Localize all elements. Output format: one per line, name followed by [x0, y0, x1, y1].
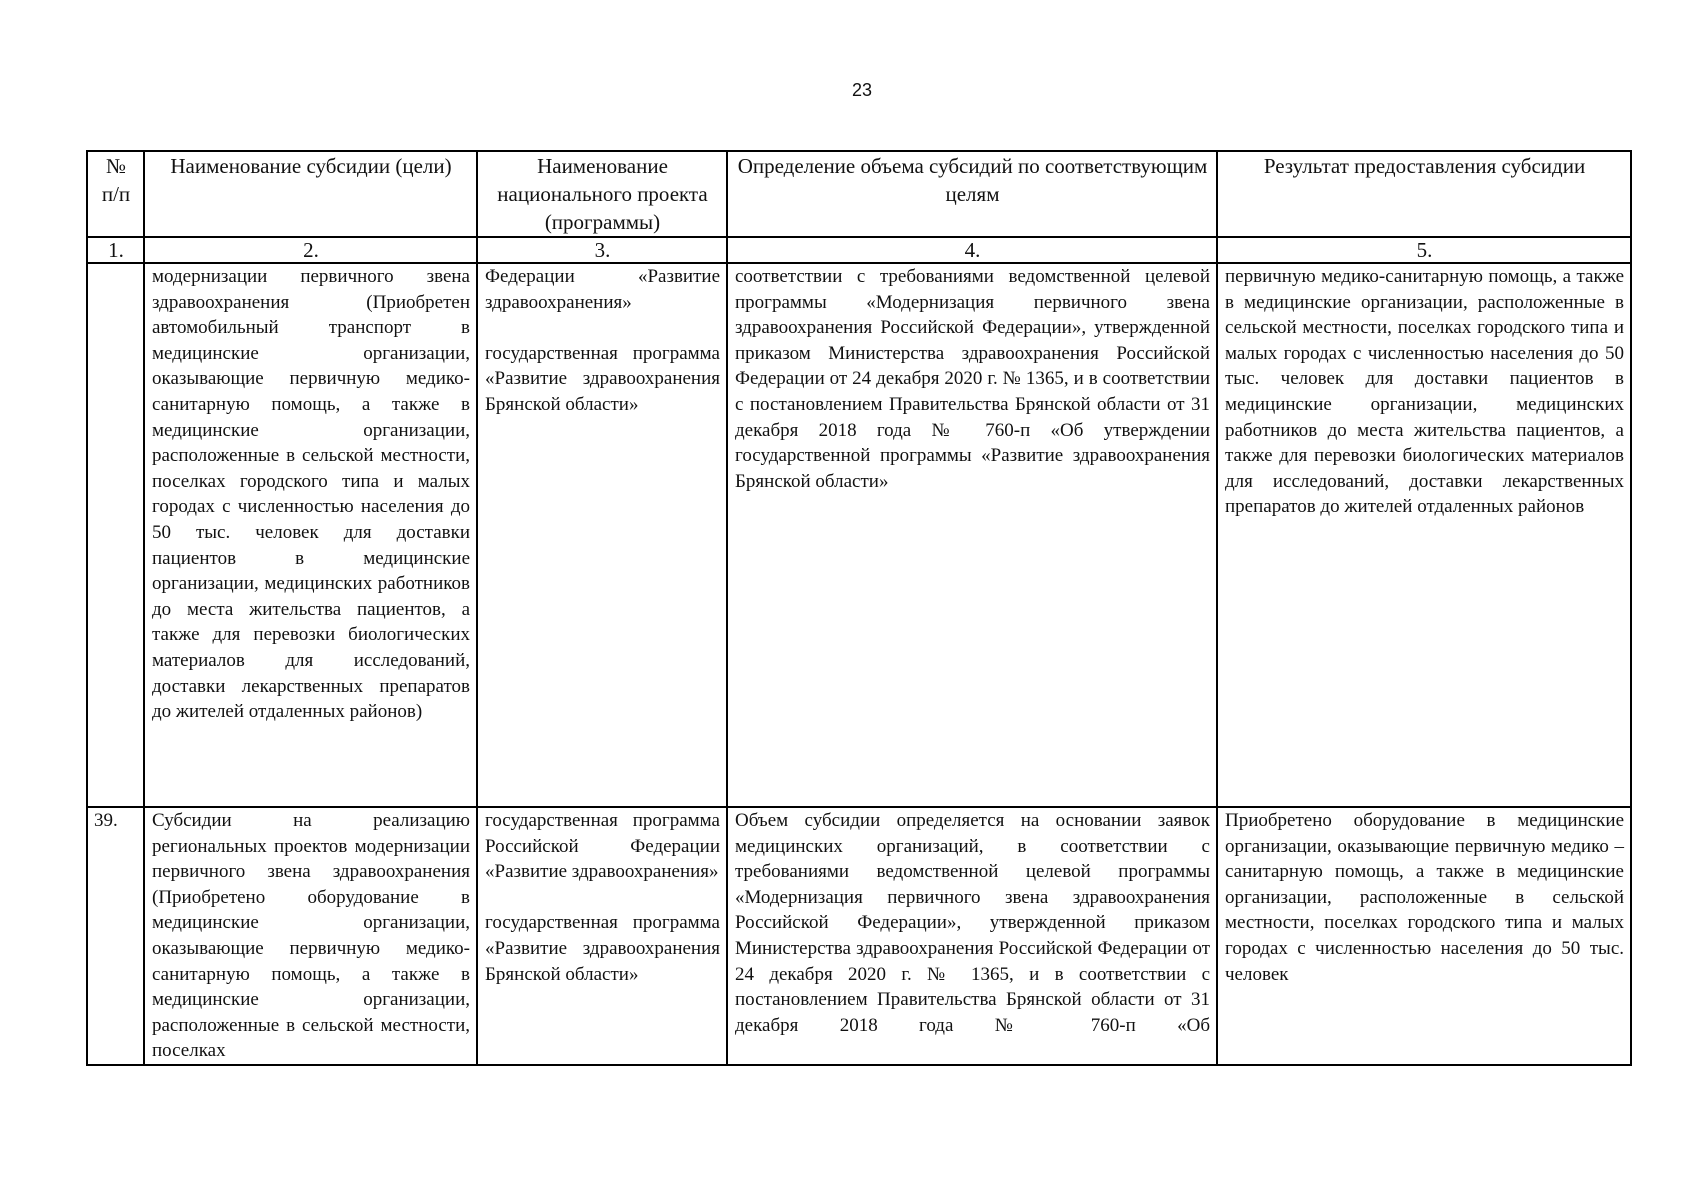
column-number: 4.	[727, 237, 1217, 263]
column-number-row	[87, 237, 1631, 263]
regional-program-text: государственная программа «Развитие здравоохранения Брянской области»	[485, 912, 720, 985]
volume-definition-cell: Объем субсидии определяется на основании заявок медицинских организаций, в соответствии с требованиями ведомственной целевой программы «Модернизация первичного звена здравоохранения Российской Федерации», утвержденной приказом Министерства здравоохранения Российской Федерации от 24 декабря 2020 г. № 1365, и в соответствии с постановлением Правительства Брянской области от 31 декабря 2018 года № 760-п «Об	[727, 807, 1217, 1065]
column-number: 3.	[477, 237, 727, 263]
row-number: 39.	[87, 807, 144, 1065]
national-project-text: Федерации «Развитие здравоохранения»	[485, 266, 720, 313]
header-subsidy-name: Наименование субсидии (цели)	[144, 151, 477, 237]
national-project-cell	[477, 263, 727, 807]
row-number	[87, 263, 144, 807]
national-project-cell	[477, 807, 727, 1065]
page-number: 23	[851, 80, 873, 100]
header-result: Результат предоставления субсидии	[1217, 151, 1631, 237]
subsidy-name-cell: модернизации первичного звена здравоохранения (Приобретен автомобильный транспорт в медицинские организации, оказывающие первичную медико-санитарную помощь, а также в медицинские организации, расположенные в сельской местности, поселках городского типа и малых городах с численностью населения до 50 тыс. человек для доставки пациентов в медицинские организации, медицинских работников до места жительства пациентов, а также для перевозки биологических материалов для исследований, доставки лекарственных препаратов до жителей отдаленных районов)	[144, 263, 477, 807]
table-row	[87, 263, 1631, 807]
subsidy-name-cell: Субсидии на реализацию региональных проектов модернизации первичного звена здравоохранения (Приобретено оборудование в медицинские организации, оказывающие первичную медико-санитарную помощь, а также в медицинские организации, расположенные в сельской местности, поселках	[144, 807, 477, 1065]
table-row	[87, 807, 1631, 1065]
header-volume-definition: Определение объема субсидий по соответствующим целям	[727, 151, 1217, 237]
result-cell: первичную медико-санитарную помощь, а также в медицинские организации, расположенные в сельской местности, поселках городского типа и малых городах с численностью населения до 50 тыс. человек для доставки пациентов в медицинские организации, медицинских работников до места жительства пациентов, а также для перевозки биологических материалов для исследований, доставки лекарственных препаратов до жителей отдаленных районов	[1217, 263, 1631, 807]
result-cell: Приобретено оборудование в медицинские организации, оказывающие первичную медико – санитарную помощь, а также в медицинские организации, расположенные в сельской местности, поселках городского типа и малых городах с численностью населения до 50 тыс. человек	[1217, 807, 1631, 1065]
table-header-row	[87, 151, 1631, 237]
national-project-text: государственная программа Российской Федерации «Развитие здравоохранения»	[485, 810, 720, 883]
header-national-project: Наименование национального проекта (программы)	[477, 151, 727, 237]
header-number: № п/п	[87, 151, 144, 237]
volume-definition-cell: соответствии с требованиями ведомственной целевой программы «Модернизация первичного звена здравоохранения Российской Федерации», утвержденной приказом Министерства здравоохранения Российской Федерации от 24 декабря 2020 г. № 1365, и в соответствии с постановлением Правительства Брянской области от 31 декабря 2018 года № 760-п «Об утверждении государственной программы «Развитие здравоохранения Брянской области»	[727, 263, 1217, 807]
regional-program-text: государственная программа «Развитие здравоохранения Брянской области»	[485, 342, 720, 415]
subsidies-table	[86, 150, 1632, 1066]
column-number: 5.	[1217, 237, 1631, 263]
column-number: 1.	[87, 237, 144, 263]
column-number: 2.	[144, 237, 477, 263]
